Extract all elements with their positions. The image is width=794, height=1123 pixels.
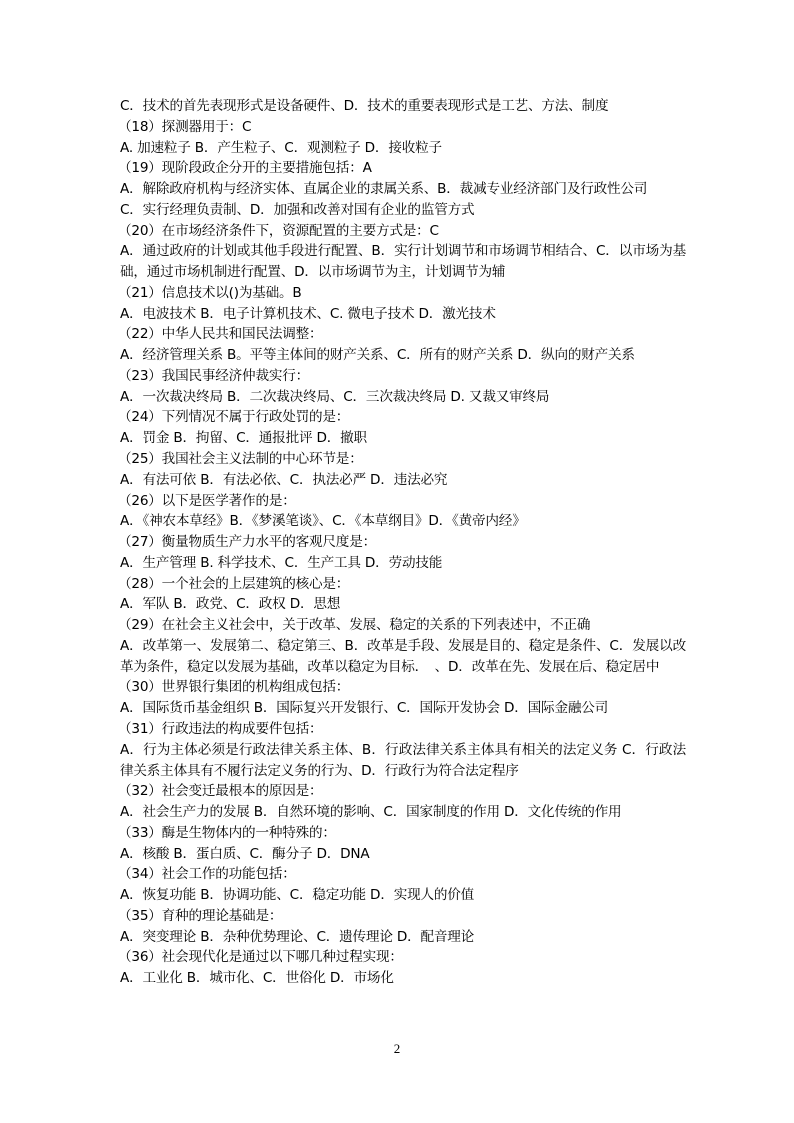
question-text: （29）在社会主义社会中，关于改革、发展、稳定的关系的下列表述中，不正确 bbox=[118, 617, 591, 634]
answer-options: A．经济管理关系 B。平等主体间的财产关系、C．所有的财产关系 D．纵向的财产关系 bbox=[120, 347, 635, 364]
answer-options: A. 加速粒子 B．产生粒子、C．观测粒子 D．接收粒子 bbox=[120, 139, 442, 156]
answer-options: C．技术的首先表现形式是设备硬件、D．技术的重要表现形式是工艺、方法、制度 bbox=[120, 98, 609, 114]
answer-options: C．实行经理负责制、D．加强和改善对国有企业的监管方式 bbox=[120, 201, 475, 218]
question-text: （32）社会变迁最根本的原因是： bbox=[118, 783, 323, 800]
answer-options: A．行为主体必须是行政法律关系主体、B．行政法律关系主体具有相关的法定义务 C．行政法律关系主体具有不履行法定义务的行为、D．行政行为符合法定程序 bbox=[120, 741, 686, 779]
question-text: （18）探测器用于：C bbox=[118, 118, 252, 135]
answer-options: A．突变理论 B．杂种优势理论、C．遗传理论 D．配音理论 bbox=[120, 928, 475, 945]
answer-options: A．社会生产力的发展 B．自然环境的影响、C．国家制度的作用 D．文化传统的作用 bbox=[120, 804, 622, 821]
answer-options: A．生产管理 B. 科学技术、C．生产工具 D．劳动技能 bbox=[120, 554, 443, 571]
question-text: （19）现阶段政企分开的主要措施包括：A bbox=[118, 160, 372, 177]
page-number: 2 bbox=[393, 1041, 401, 1056]
answer-options: A．通过政府的计划或其他手段进行配置、B．实行计划调节和市场调节相结合、C．以市场为基础，通过市场机制进行配置、D．以市场调节为主，计划调节为辅 bbox=[120, 243, 686, 281]
question-text: （25）我国社会主义法制的中心环节是： bbox=[118, 451, 363, 468]
answer-options: A．工业化 B．城市化、C．世俗化 D．市场化 bbox=[120, 970, 394, 987]
question-text: （34）社会工作的功能包括： bbox=[118, 866, 296, 883]
question-text: （22）中华人民共和国民法调整： bbox=[118, 326, 323, 343]
question-text: （35）育种的理论基础是： bbox=[118, 907, 283, 924]
answer-options: A．国际货币基金组织 B．国际复兴开发银行、C．国际开发协会 D．国际金融公司 bbox=[120, 700, 609, 717]
answer-options: A．电波技术 B．电子计算机技术、C. 微电子技术 D．激光技术 bbox=[120, 305, 496, 322]
question-text: （23）我国民事经济仲裁实行： bbox=[118, 367, 310, 384]
question-text: （28）一个社会的上层建筑的核心是： bbox=[118, 575, 350, 592]
answer-options: A．解除政府机构与经济实体、直属企业的隶属关系、B．裁减专业经济部门及行政性公司 bbox=[120, 181, 648, 198]
answer-options: A．恢复功能 B．协调功能、C．稳定功能 D．实现人的价值 bbox=[120, 887, 475, 904]
answer-options: A．核酸 B．蛋白质、C．酶分子 D．DNA bbox=[120, 845, 370, 862]
question-text: （26）以下是医学著作的是： bbox=[118, 492, 296, 509]
answer-options: A．罚金 B．拘留、C．通报批评 D．撤职 bbox=[120, 430, 367, 447]
question-text: （31）行政违法的构成要件包括： bbox=[118, 720, 323, 737]
document-body bbox=[120, 96, 686, 989]
answer-options: A．军队 B．政党、C．政权 D．思想 bbox=[120, 596, 341, 613]
question-text: （30）世界银行集团的机构组成包括： bbox=[118, 679, 350, 696]
answer-options: A．《神农本草经》B．《梦溪笔谈》、C．《本草纲目》D．《黄帝内经》 bbox=[120, 513, 526, 530]
question-text: （20）在市场经济条件下，资源配置的主要方式是：C bbox=[118, 222, 439, 239]
answer-options: A．有法可依 B．有法必依、C．执法必严 D．违法必究 bbox=[120, 471, 448, 488]
answer-options: A．一次裁决终局 B．二次裁决终局、C．三次裁决终局 D. 又裁又审终局 bbox=[120, 388, 550, 405]
question-text: （36）社会现代化是通过以下哪几种过程实现： bbox=[118, 949, 403, 966]
question-text: （21）信息技术以()为基础。B bbox=[118, 284, 302, 301]
question-text: （24）下列情况不属于行政处罚的是： bbox=[118, 409, 350, 426]
answer-options: A．改革第一、发展第二、稳定第三、B．改革是手段、发展是目的、稳定是条件、C．发展以改革为条件，稳定以发展为基础，改革以稳定为目标． 、D．改革在先、发展在后、稳定居中 bbox=[120, 637, 686, 675]
question-text: （33）酶是生物体内的一种特殊的： bbox=[118, 824, 336, 841]
question-text: （27）衡量物质生产力水平的客观尺度是： bbox=[118, 534, 376, 551]
